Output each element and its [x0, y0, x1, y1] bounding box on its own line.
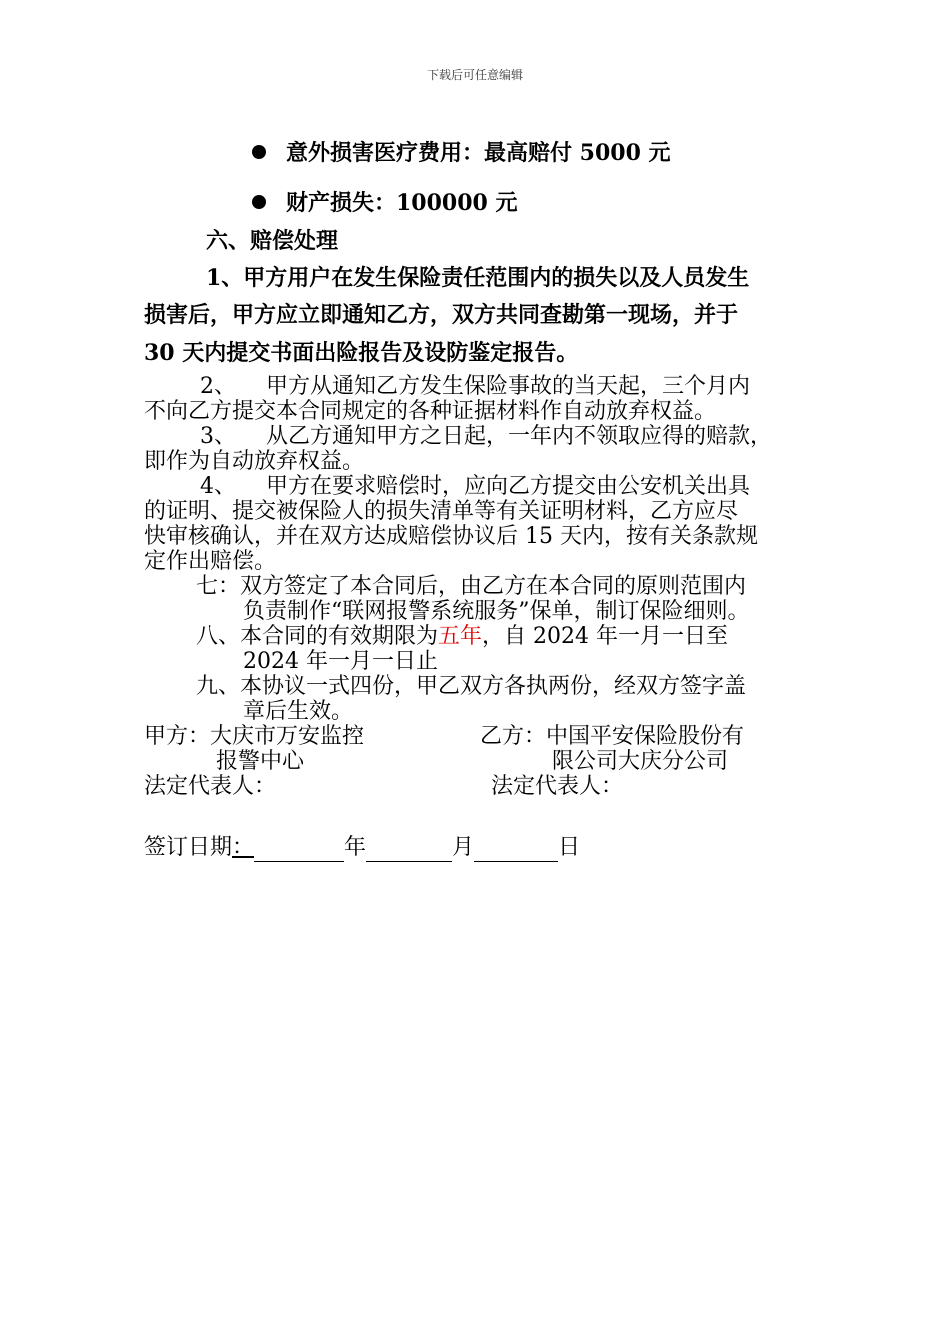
- bullet-text: 财产损失：100000 元: [286, 190, 518, 216]
- party-b-name: 乙方：中国平安保险股份有: [480, 724, 745, 749]
- signing-date-row: [144, 834, 580, 862]
- item2-num: 2、: [200, 374, 236, 399]
- party-b-representative: 法定代表人：: [491, 774, 624, 799]
- day-blank: [474, 837, 558, 862]
- bullet-item-medical: [252, 136, 671, 167]
- item1-line3: 30 天内提交书面出险报告及设防鉴定报告。: [144, 340, 579, 366]
- page-header-note: 下载后可任意编辑: [426, 68, 523, 82]
- item4-line1: 甲方在要求赔偿时，应向乙方提交由公安机关出具: [266, 474, 751, 499]
- section7-line1: 七：双方签定了本合同后，由乙方在本合同的原则范围内: [196, 574, 747, 599]
- section8-line1: [196, 624, 728, 649]
- day-label: 日: [558, 835, 581, 860]
- section9-line1: 九、本协议一式四份，甲乙双方各执两份，经双方签字盖: [196, 674, 747, 699]
- section8-prefix: 八、本合同的有效期限为: [196, 624, 439, 649]
- item4-line3: 快审核确认，并在双方达成赔偿协议后 15 天内，按有关条款规: [144, 524, 758, 549]
- item3-line1: 从乙方通知甲方之日起，一年内不领取应得的赔款，: [266, 424, 773, 449]
- section6-title: 六、赔偿处理: [206, 228, 339, 254]
- party-b-name-cont: 限公司大庆分公司: [552, 749, 729, 774]
- item4-num: 4、: [200, 474, 236, 499]
- item2-line2: 不向乙方提交本合同规定的各种证据材料作自动放弃权益。: [144, 399, 717, 424]
- year-label: 年: [344, 835, 367, 860]
- item2-line1: 甲方从通知乙方发生保险事故的当天起，三个月内: [266, 374, 751, 399]
- bullet-dot-icon: [252, 195, 266, 209]
- item4-line2: 的证明、提交被保险人的损失清单等有关证明材料，乙方应尽: [144, 499, 739, 524]
- bullet-dot-icon: [252, 145, 266, 159]
- year-blank: [254, 837, 344, 862]
- party-a-representative: 法定代表人：: [144, 774, 277, 799]
- bullet-text: 意外损害医疗费用：最高赔付 5000 元: [286, 140, 671, 166]
- bullet-item-property: [252, 186, 518, 217]
- party-a-name: 甲方：大庆市万安监控: [144, 724, 365, 749]
- item1-line1: 1、甲方用户在发生保险责任范围内的损失以及人员发生: [206, 265, 750, 291]
- party-a-name-cont: 报警中心: [216, 749, 305, 774]
- month-label: 月: [452, 835, 475, 860]
- section7-line2: 负责制作“联网报警系统服务”保单，制订保险细则。: [243, 599, 750, 624]
- section9-line2: 章后生效。: [243, 699, 354, 724]
- item3-line2: 即作为自动放弃权益。: [144, 449, 365, 474]
- section8-suffix: ，自 2024 年一月一日至: [482, 624, 729, 649]
- section8-line2: 2024 年一月一日止: [243, 649, 438, 674]
- signing-date-label: 签订日期: [144, 835, 233, 860]
- signing-date-colon: ：: [232, 835, 255, 860]
- validity-highlight: 五年: [438, 624, 483, 649]
- month-blank: [366, 837, 452, 862]
- item4-line4: 定作出赔偿。: [144, 549, 277, 574]
- item1-line2: 损害后，甲方应立即通知乙方，双方共同查勘第一现场，并于: [144, 302, 739, 328]
- item3-num: 3、: [200, 424, 236, 449]
